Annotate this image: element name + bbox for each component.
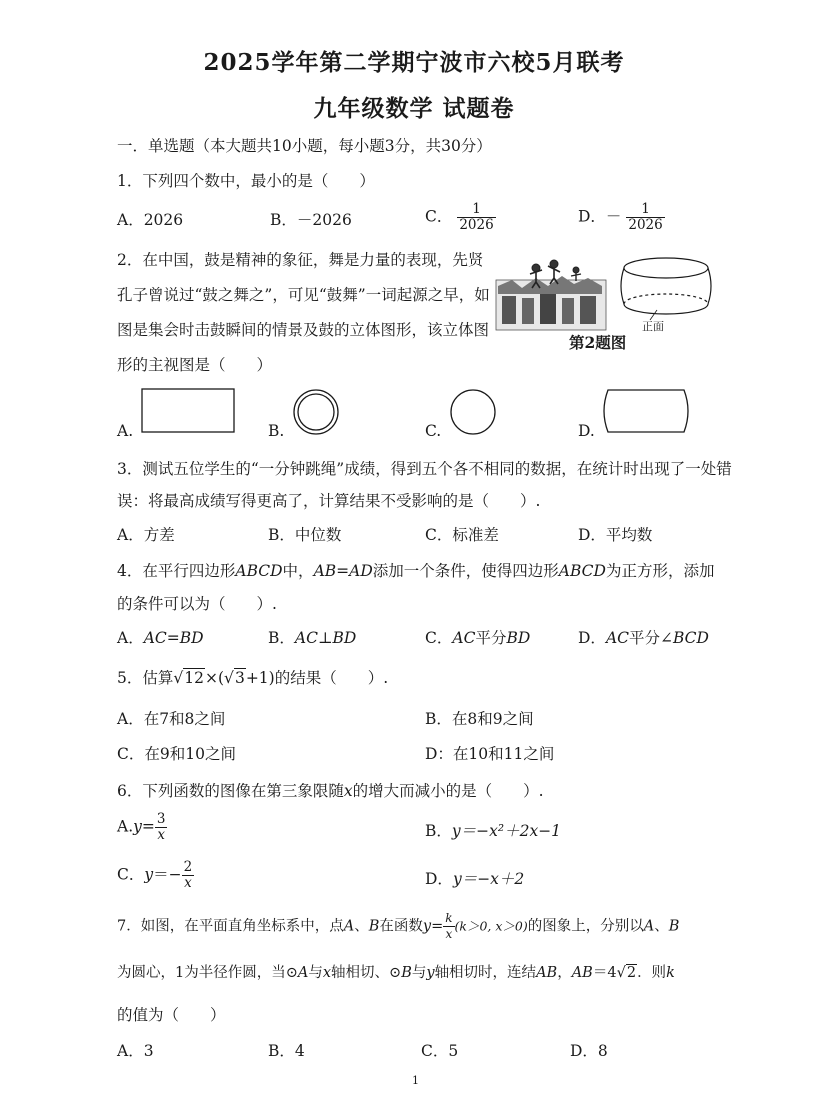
q1-option-d-fraction: [626, 202, 664, 233]
q4-c-bd: BD: [506, 629, 531, 647]
q7-point-a: A: [297, 965, 309, 981]
q7-text: 与: [308, 965, 323, 981]
q5-stem: 5．估算√12×(√3+1)的结果（ ）.: [117, 669, 389, 687]
q7-y: y: [422, 918, 432, 935]
q2-line3: 图是集会时击鼓瞬间的情景及鼓的立体图形，该立体图: [117, 321, 490, 339]
q5-sqrt12: 12: [184, 669, 204, 687]
q7-text: 与: [411, 965, 427, 981]
q4-c-ac: AC: [452, 629, 476, 647]
q2-option-a: A.: [117, 422, 134, 440]
q7-y: y: [426, 965, 435, 981]
q6-text: 6．下列函数的图像在第三象限随: [117, 782, 344, 800]
q6-c-eq: ＝−: [153, 865, 182, 884]
q6-a-denominator: x: [157, 827, 165, 843]
q1-option-d: [578, 202, 665, 233]
q4-text: 为正方形，添加: [605, 562, 715, 580]
q6-option-a: [117, 812, 167, 843]
q4-text: 4．在平行四边形: [117, 562, 236, 580]
q3-option-b: B．中位数: [268, 526, 342, 544]
q2-option-b-double-circle: [292, 388, 340, 436]
q6-c-y: y: [144, 865, 154, 884]
q6-c-numerator: 2: [183, 859, 193, 875]
q7-text: 为圆心，1为半径作圆，当⊙: [117, 965, 298, 981]
q7-line2: 为圆心，1为半径作圆，当⊙A与x轴相切、⊙B与y轴相切时，连结AB，AB＝4√2．则k: [117, 965, 675, 981]
q7-line3: 的值为（ ）: [117, 1006, 226, 1024]
q4-ab-eq-ad: AB=AD: [313, 562, 373, 580]
drum-scene-image: [496, 260, 606, 330]
q6-text: 的增大而减小的是（ ）.: [352, 782, 544, 800]
q1-d-numerator: 1: [626, 202, 664, 218]
drum-solid-figure: [621, 258, 711, 320]
q2-line2: 孔子曾说过“鼓之舞之”，可见“鼓舞”一词起源之早，如: [117, 286, 490, 304]
q6-a-numerator: 3: [156, 811, 166, 827]
q4-a-label: A．: [117, 629, 144, 647]
q3-option-a: A．方差: [117, 526, 175, 544]
q4-text: 添加一个条件，使得四边形: [372, 562, 559, 580]
q1-d-denominator: 2026: [628, 217, 663, 233]
q6-d-expr: y＝−x＋2: [452, 870, 525, 888]
q7-ab: AB: [536, 965, 558, 981]
q1-option-c-label: C．: [425, 207, 453, 226]
exam-subtitle: 九年级数学 试题卷: [313, 95, 515, 122]
q7-x: x: [322, 965, 332, 981]
q7-eq: ＝4: [592, 965, 617, 981]
q6-a-fraction: [155, 812, 168, 843]
q6-a-eq: =: [141, 817, 155, 836]
q6-c-denominator: x: [184, 875, 192, 891]
q7-condition: (k＞0, x＞0): [454, 918, 528, 934]
q6-stem: [117, 781, 544, 801]
q2-option-c: C.: [425, 422, 442, 440]
q7-fraction: [443, 911, 454, 942]
q1-option-b: B．－2026: [270, 211, 352, 229]
q4-option-d: [578, 628, 709, 648]
q1-option-c-fraction: [457, 202, 495, 233]
q6-a-label: A.: [117, 817, 134, 836]
q7-option-b: B．4: [268, 1042, 305, 1060]
q4-c-text: 平分: [475, 629, 507, 647]
q5-option-b: B．在8和9之间: [425, 710, 534, 728]
q7-numerator: k: [445, 911, 453, 925]
q4-b-math: AC⊥BD: [294, 629, 357, 647]
q2-front-label: 正面: [642, 320, 664, 333]
q5-text: 5．估算: [117, 669, 174, 687]
q2-figure-caption: 第2题图: [569, 333, 627, 352]
q1-option-c: [425, 202, 496, 233]
q5-option-d: D：在10和11之间: [425, 745, 555, 763]
q4-abcd: ABCD: [558, 562, 606, 580]
q3-line1: 3．测试五位学生的“一分钟跳绳”成绩，得到五个各不相同的数据，在统计时出现了一处错: [117, 460, 732, 478]
q2-line4: 形的主视图是（ ）: [117, 356, 273, 374]
q7-denominator: x: [445, 927, 453, 941]
q5-sqrt3: 3: [234, 669, 245, 687]
q4-option-a: [117, 628, 204, 648]
q4-line1: [117, 561, 714, 581]
q7-option-a: A．3: [117, 1042, 154, 1060]
q7-point-b: B: [401, 965, 412, 981]
q2-line1: 2．在中国，鼓是精神的象征，舞是力量的表现，先贤: [117, 251, 484, 269]
q4-option-b: [268, 628, 356, 648]
q7-text: ．则: [637, 965, 667, 981]
q7-point-a: A: [343, 918, 355, 935]
page-number: 1: [412, 1074, 419, 1087]
q7-option-d: D．8: [570, 1042, 608, 1060]
q7-option-c: C．5: [421, 1042, 459, 1060]
q6-x: x: [343, 782, 353, 800]
q3-option-c: C．标准差: [425, 526, 499, 544]
q7-point-a: A: [643, 918, 655, 935]
q7-eq: =: [431, 918, 444, 935]
q4-d-label: D．: [578, 629, 606, 647]
q7-text: 的图象上，分别以: [527, 918, 644, 935]
q4-a-math: AC=BD: [143, 629, 204, 647]
q1-c-numerator: 1: [457, 202, 495, 218]
q2-option-a-rectangle: [141, 388, 236, 434]
q7-text: 、: [354, 918, 369, 935]
q5-text: 的结果（ ）.: [274, 669, 389, 687]
q7-point-b: B: [668, 918, 680, 935]
q2-option-d: D.: [578, 422, 595, 440]
q5-option-c: C．在9和10之间: [117, 745, 236, 763]
exam-title: 2025学年第二学期宁波市六校5月联考: [203, 49, 625, 76]
q4-d-angle: ∠BCD: [660, 629, 709, 647]
q7-ab: AB: [571, 965, 593, 981]
q4-option-c: [425, 628, 530, 648]
q6-a-y: y: [133, 817, 142, 836]
q6-option-d: [425, 869, 524, 889]
q7-k: k: [666, 965, 675, 981]
q6-c-fraction: [182, 860, 195, 891]
q2-option-b: B.: [268, 422, 285, 440]
q1-option-d-label: D．－: [578, 207, 622, 226]
q4-d-text: 平分: [629, 629, 661, 647]
q4-c-label: C．: [425, 629, 453, 647]
q1-stem: 1．下列四个数中，最小的是（ ）: [117, 172, 375, 190]
q4-abcd: ABCD: [235, 562, 283, 580]
q1-option-a: A．2026: [117, 211, 184, 229]
q5-plus-one: +1): [245, 669, 275, 687]
q1-c-denominator: 2026: [459, 217, 494, 233]
q7-text: 在函数: [379, 918, 423, 935]
q4-line2: 的条件可以为（ ）.: [117, 595, 277, 613]
q5-option-a: A．在7和8之间: [117, 710, 226, 728]
q7-text: 轴相切时，连结: [434, 965, 537, 981]
q2-option-d-barrel: [600, 388, 692, 434]
q6-b-expr: y＝−x²＋2x−1: [451, 822, 562, 840]
q7-line1: [117, 911, 679, 942]
q4-b-label: B．: [268, 629, 295, 647]
q5-times: ×(: [205, 669, 225, 687]
section-heading: 一．单选题（本大题共10小题，每小题3分，共30分）: [117, 137, 492, 155]
q7-point-b: B: [368, 918, 380, 935]
q7-text: 、: [654, 918, 669, 935]
q6-option-c: [117, 860, 194, 891]
q7-text: 7．如图，在平面直角坐标系中，点: [117, 918, 344, 935]
q6-b-label: B．: [425, 822, 452, 840]
q4-d-ac: AC: [605, 629, 629, 647]
q6-c-label: C．: [117, 865, 145, 884]
q6-d-label: D．: [425, 870, 453, 888]
q7-text: 轴相切、⊙: [331, 965, 402, 981]
q6-option-b: [425, 821, 561, 841]
q3-option-d: D．平均数: [578, 526, 653, 544]
q3-line2: 误：将最高成绩写得更高了，计算结果不受影响的是（ ）.: [117, 492, 541, 510]
q4-text: 中，: [282, 562, 314, 580]
q7-text: ，: [557, 965, 572, 981]
q2-option-c-circle: [449, 388, 497, 436]
q7-sqrt2: 2: [626, 965, 637, 981]
